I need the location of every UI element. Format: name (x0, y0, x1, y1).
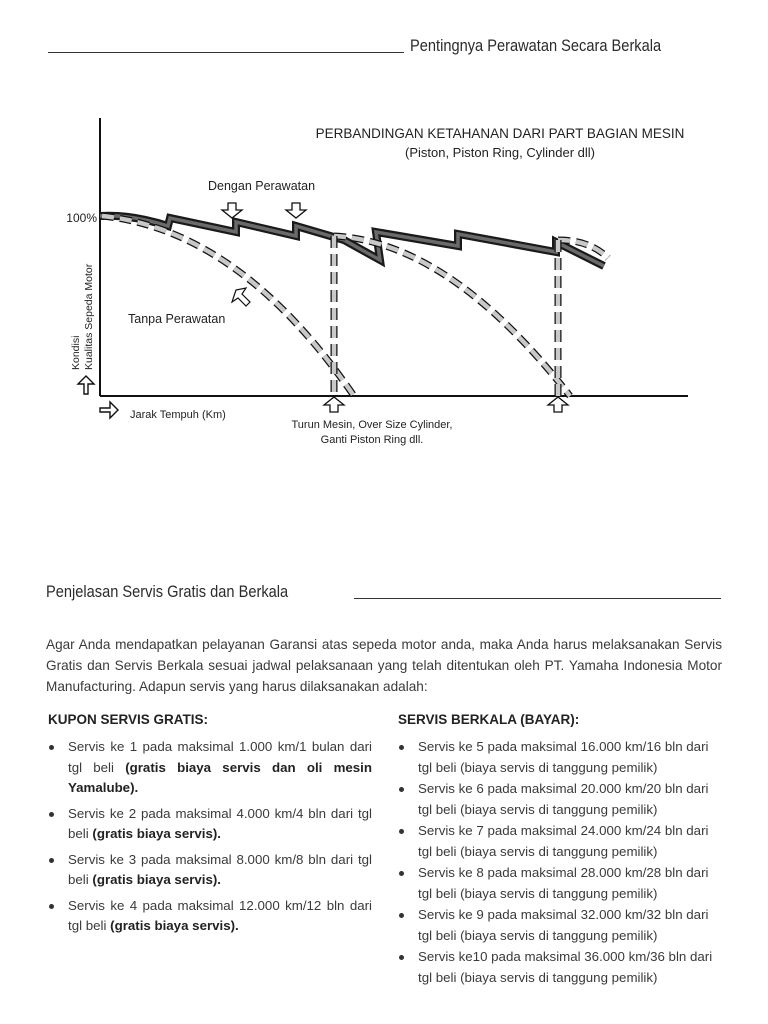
arrow-diagonal-icon (232, 288, 250, 306)
free-service-list (48, 737, 372, 937)
annotation-line-2: Ganti Piston Ring dll. (320, 434, 424, 446)
y-tick-100: 100% (66, 211, 97, 225)
arrow-up-icon (324, 397, 344, 412)
legend-with-maintenance: Dengan Perawatan (208, 179, 316, 193)
y-axis-label-2: Kualitas Sepeda Motor (83, 263, 95, 370)
y-axis-label-1: Kondisi (70, 335, 82, 370)
legend-without-maintenance: Tanpa Perawatan (128, 312, 226, 326)
paid-service-heading: SERVIS BERKALA (BAYAR): (398, 712, 580, 727)
list-item: Servis ke 9 pada maksimal 32.000 km/32 bln dari tgl beli (biaya servis di tanggung pemilik) (398, 905, 722, 946)
list-item: Servis ke 4 pada maksimal 12.000 km/12 bln dari tgl beli (gratis biaya servis). (48, 896, 372, 937)
list-item: Servis ke10 pada maksimal 36.000 km/36 bln dari tgl beli (biaya servis di tanggung pemilik) (398, 947, 722, 988)
list-item: Servis ke 1 pada maksimal 1.000 km/1 bulan dari tgl beli (gratis biaya servis dan oli mesin Yamalube). (48, 737, 372, 799)
x-axis-label: Jarak Tempuh (Km) (130, 409, 226, 421)
intro-paragraph: Agar Anda mendapatkan pelayanan Garansi atas sepeda motor anda, maka Anda harus melaksanakan Servis Gratis dan Servis Berkala sesuai jadwal pelaksanaan yang telah ditentukan oleh PT. Yamaha Indonesia Motor Manufacturing. Adapun servis yang harus dilaksanakan adalah: (46, 637, 722, 694)
section-title: Penjelasan Servis Gratis dan Berkala (46, 582, 289, 601)
paid-service-list (398, 737, 722, 988)
chart-title: PERBANDINGAN KETAHANAN DARI PART BAGIAN MESIN (315, 126, 685, 141)
list-item: Servis ke 3 pada maksimal 8.000 km/8 bln dari tgl beli (gratis biaya servis). (48, 850, 372, 891)
section-rule (354, 598, 721, 599)
chart-subtitle: (Piston, Piston Ring, Cylinder dll) (404, 145, 596, 160)
list-item: Servis ke 7 pada maksimal 24.000 km/24 bln dari tgl beli (biaya servis di tanggung pemilik) (398, 821, 722, 862)
arrow-down-icon (222, 203, 242, 218)
arrow-right-icon (100, 402, 118, 418)
arrow-down-icon (286, 203, 306, 218)
arrow-up-icon (548, 397, 568, 412)
list-item: Servis ke 6 pada maksimal 20.000 km/20 bln dari tgl beli (biaya servis di tanggung pemilik) (398, 779, 722, 820)
page-title: Pentingnya Perawatan Secara Berkala (410, 36, 662, 55)
arrow-up-icon (78, 376, 94, 394)
durability-chart (0, 80, 768, 480)
list-item: Servis ke 8 pada maksimal 28.000 km/28 bln dari tgl beli (biaya servis di tanggung pemilik) (398, 863, 722, 904)
annotation-line-1: Turun Mesin, Over Size Cylinder, (291, 419, 453, 431)
header-rule (48, 52, 404, 53)
list-item: Servis ke 2 pada maksimal 4.000 km/4 bln dari tgl beli (gratis biaya servis). (48, 804, 372, 845)
free-service-column (48, 712, 372, 942)
free-service-heading: KUPON SERVIS GRATIS: (48, 712, 209, 727)
list-item: Servis ke 5 pada maksimal 16.000 km/16 bln dari tgl beli (biaya servis di tanggung pemilik) (398, 737, 722, 778)
paid-service-column (398, 712, 722, 989)
